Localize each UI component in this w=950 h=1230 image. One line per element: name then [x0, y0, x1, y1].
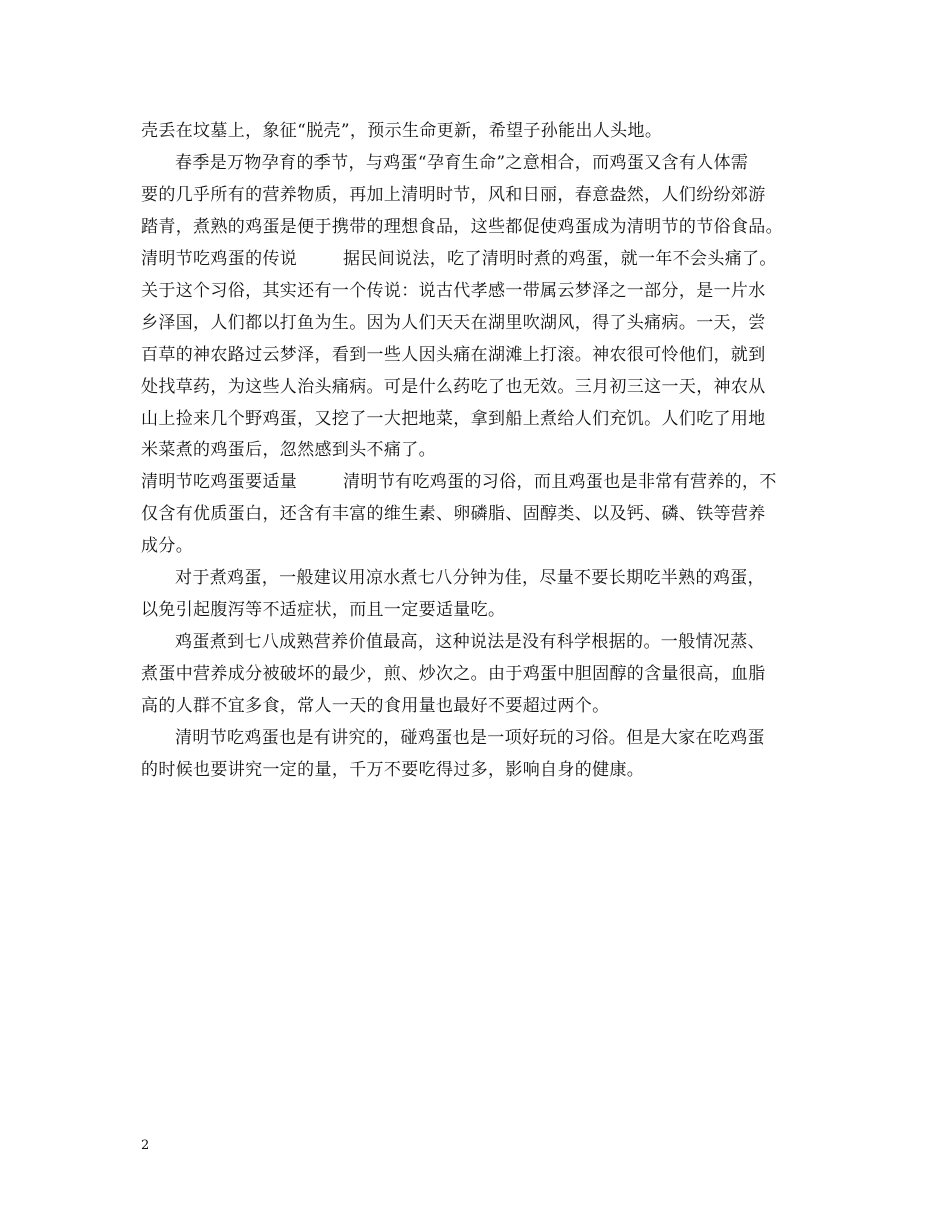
paragraph-line: 清明节吃鸡蛋也是有讲究的，碰鸡蛋也是一项好玩的习俗。但是大家在吃鸡蛋 — [175, 728, 765, 748]
paragraph-line: 煮蛋中营养成分被破坏的最少，煎、炒次之。由于鸡蛋中胆固醇的含量很高，血脂 — [141, 664, 766, 684]
paragraph-line: 对于煮鸡蛋，一般建议用凉水煮七八分钟为佳，尽量不要长期吃半熟的鸡蛋， — [175, 568, 765, 588]
paragraph-line: 春季是万物孕育的季节，与鸡蛋“孕育生命”之意相合，而鸡蛋又含有人体需 — [175, 153, 749, 173]
paragraph-line: 以免引起腹泻等不适症状，而且一定要适量吃。 — [141, 600, 506, 620]
paragraph-text: 据民间说法，吃了清明时煮的鸡蛋，就一年不会头痛了。 — [343, 249, 777, 269]
section-heading-legend: 清明节吃鸡蛋的传说 — [141, 249, 298, 269]
paragraph-line: 关于这个习俗，其实还有一个传说：说古代孝感一带属云梦泽之一部分，是一片水 — [141, 281, 766, 301]
paragraph-line: 乡泽国，人们都以打鱼为生。因为人们天天在湖里吹湖风，得了头痛病。一天，尝 — [141, 313, 766, 333]
paragraph-line: 米菜煮的鸡蛋后，忽然感到头不痛了。 — [141, 440, 436, 460]
page-number: 2 — [141, 1138, 150, 1153]
paragraph-line: 踏青，煮熟的鸡蛋是便于携带的理想食品，这些都促使鸡蛋成为清明节的节俗食品。 — [141, 217, 783, 237]
paragraph-line: 处找草药，为这些人治头痛病。可是什么药吃了也无效。三月初三这一天，神农从 — [141, 377, 766, 397]
paragraph-line: 高的人群不宜多食，常人一天的食用量也最好不要超过两个。 — [141, 696, 610, 716]
paragraph-line: 鸡蛋煮到七八成熟营养价值最高，这种说法是没有科学根据的。一般情况蒸、 — [175, 632, 765, 652]
section-line-legend — [141, 243, 813, 275]
paragraph-line: 山上捡来几个野鸡蛋，又挖了一大把地菜，拿到船上煮给人们充饥。人们吃了用地 — [141, 409, 766, 429]
paragraph-text: 清明节有吃鸡蛋的习俗，而且鸡蛋也是非常有营养的，不 — [343, 472, 777, 492]
paragraph-line: 仅含有优质蛋白，还含有丰富的维生素、卵磷脂、固醇类、以及钙、磷、铁等营养 — [141, 504, 766, 524]
section-line-moderation — [141, 466, 813, 498]
paragraph-line: 壳丢在坟墓上，象征“脱壳”，预示生命更新，希望子孙能出人头地。 — [141, 121, 663, 141]
paragraph-line: 百草的神农路过云梦泽，看到一些人因头痛在湖滩上打滚。神农很可怜他们，就到 — [141, 345, 766, 365]
paragraph-line: 成分。 — [141, 536, 194, 556]
paragraph-line: 的时候也要讲究一定的量，千万不要吃得过多，影响自身的健康。 — [141, 760, 645, 780]
section-heading-moderation: 清明节吃鸡蛋要适量 — [141, 472, 298, 492]
paragraph-line: 要的几乎所有的营养物质，再加上清明时节，风和日丽，春意盎然，人们纷纷郊游 — [141, 185, 766, 205]
document-body — [141, 115, 813, 786]
